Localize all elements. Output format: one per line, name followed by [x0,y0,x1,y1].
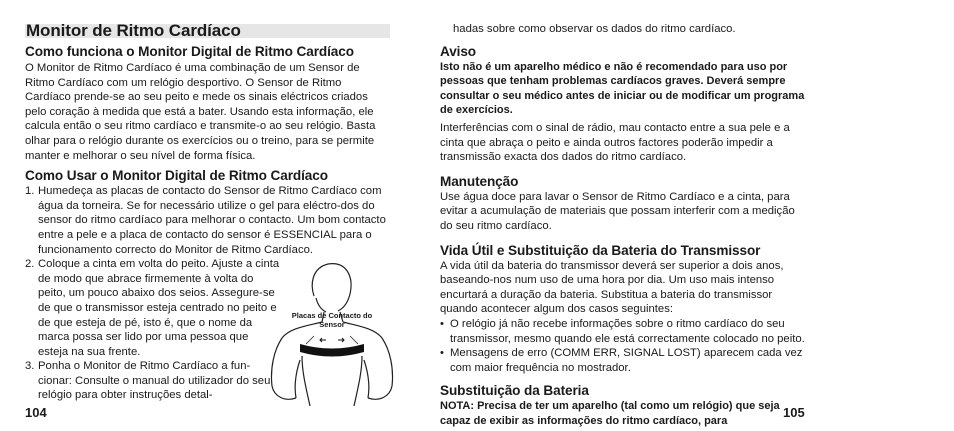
page-number-right: 105 [783,405,805,420]
section-heading-how-to-use: Como Usar o Monitor Digital de Ritmo Cardíaco [25,168,328,184]
step-text: Ponha o Monitor de Ritmo Cardíaco a fun-cionar: Consulte o manual do utilizador do seu relógio para obter instruções detal- [38,360,271,402]
page-title: Monitor de Ritmo Cardíaco [26,21,241,40]
page-number-left: 104 [25,405,47,420]
section-heading-battery-life: Vida Útil e Substituição da Bateria do Transmissor [440,242,761,258]
section-body-how-it-works: O Monitor de Ritmo Cardíaco é uma combinação de um Sensor de Ritmo Cardíaco com um relógio desportivo. O Sensor de Ritmo Cardíaco prende-se ao seu peito e mede os sinais eléctricos criados pelo coração à medida que está a bater. Usando esta informação, ele calcula então o seu ritmo cardíaco e transmite-o ao seu relógio. Basta olhar para o relógio durante os exercícios ou o treino, para se permite manter e melhorar o seu nível de forma física. [25,62,376,162]
step-item [25,257,280,359]
battery-life-text: A vida útil da bateria do transmissor deverá ser superior a dois anos, baseando-nos num uso de uma hora por dia. Um uso mais intenso encurtará a duração da bateria. Substitua a bateria do transmissor quando acontecer algum dos casos seguintes: [440,259,784,316]
figure-label: Placas de Contacto do Sensor [291,311,373,329]
warning-text: Isto não é um aparelho médico e não é recomendado para uso por pessoas que tenham problemas cardíacos graves. Deverá sempre consultar o seu médico antes de iniciar ou de modificar um programa de exercícios. [440,60,805,117]
list-item: • Mensagens de erro (COMM ERR, SIGNAL LOST) aparecem cada vez com maior frequência no mostrador. [440,347,803,374]
list-item-text: O relógio já não recebe informações sobre o ritmo cardíaco do seu transmissor, mesmo quando ele está correctamente colocado no peito. [450,317,805,345]
section-heading-how-it-works: Como funciona o Monitor Digital de Ritmo Cardíaco [25,44,354,59]
section-heading-aviso: Aviso [440,43,477,59]
section-heading-battery-replacement: Substituição da Bateria [440,383,589,399]
torso-illustration [266,256,396,406]
list-item-text: Mensagens de erro (COMM ERR, SIGNAL LOST) aparecem cada vez com maior frequência no mostrador. [450,347,803,374]
step-item [25,359,280,403]
battery-conditions-list [440,317,808,375]
step-number: 3. [25,360,35,373]
right-page [440,22,808,428]
maintenance-text: Use água doce para lavar o Sensor de Ritmo Cardíaco e a cinta, para evitar a acumulação de materiais que possam interferir com a medição do seu ritmo cardíaco. [440,190,795,232]
step-number: 1. [25,185,35,198]
interference-text: Interferências com o sinal de rádio, mau contacto entre a sua pele e a cinta que abraça o peito e ainda outros factores poderão impedir a transmissão exacta dos dados do ritmo cardíaco. [440,121,790,164]
continuation-text: hadas sobre como observar os dados do ritmo cardíaco. [453,23,736,35]
list-item: • O relógio já não recebe informações sobre o ritmo cardíaco do seu transmissor, mesmo quando ele está correctamente colocado no peito. [440,317,805,345]
step-text: Humedeça as placas de contacto do Sensor de Ritmo Cardíaco com água da torneira. Se for necessário utilize o gel para eléctro-dos do sensor do ritmo cardíaco para melhorar o contacto. Um bom contacto entre a pele e a placa de contacto do sensor é ESSENCIAL para o funcionamento correcto do Monitor de Ritmo Cardíaco. [38,185,386,256]
step-item [25,184,390,257]
note-text: NOTA: Precisa de ter um aparelho (tal como um relógio) que seja capaz de exibir as informações do ritmo cardíaco, para [440,400,780,427]
step-text: Coloque a cinta em volta do peito. Ajuste a cinta de modo que abrace firmemente à volta do peito, um pouco abaixo dos seios. Assegure-se de que o transmissor esteja centrado no peito e de que esteja de pé, isto é, que o nome da marca possa ser lido por uma pessoa que esteja na sua frente. [38,258,280,358]
step-number: 2. [25,258,35,271]
section-heading-manutencao: Manutenção [440,173,519,189]
